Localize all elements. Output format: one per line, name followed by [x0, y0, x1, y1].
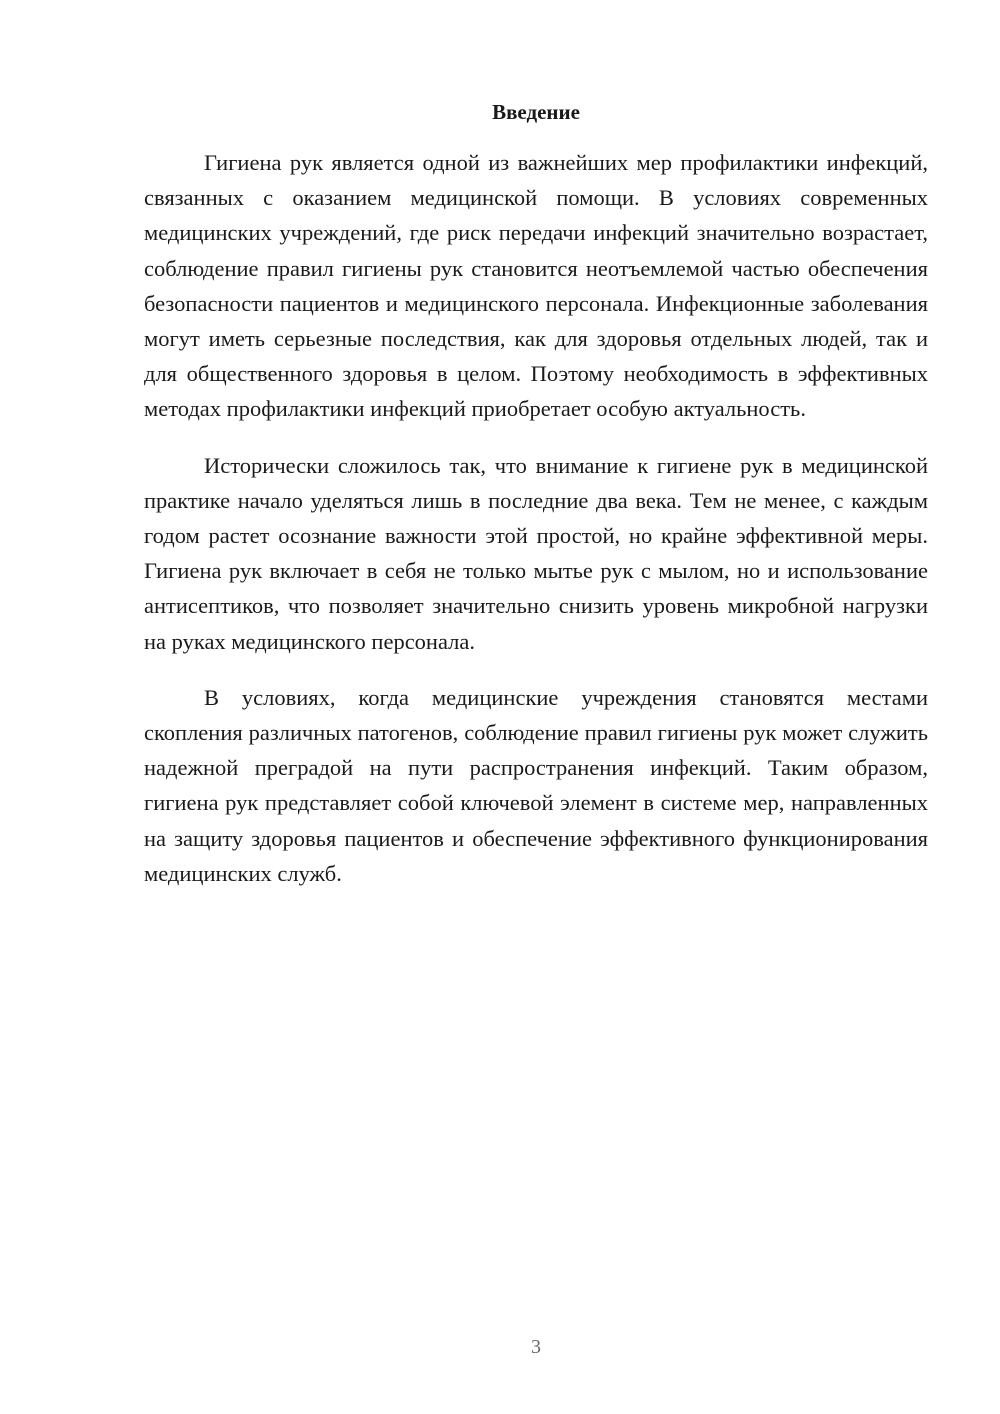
paragraph-3: В условиях, когда медицинские учреждения становятся местами скопления различных патогенов, соблюдение правил гигиены рук может служить надежной преградой на пути распространения инфекций. Таким образом, гигиена рук представляет собой ключевой элемент в системе мер, направленных на защиту здоровья пациентов и обеспечение эффективного функционирования медицинских служб.	[144, 684, 928, 886]
page-number: 3	[531, 1336, 541, 1358]
paragraph-2: Исторически сложилось так, что внимание к гигиене рук в медицинской практике начало уделяться лишь в последние два века. Тем не менее, с каждым годом растет осознание важности этой простой, но крайне эффективной меры. Гигиена рук включает в себя не только мытье рук с мылом, но и использование антисептиков, что позволяет значительно снизить уровень микробной нагрузки на руках медицинского персонала.	[144, 452, 928, 654]
section-title: Введение	[492, 100, 580, 124]
section-body	[144, 145, 928, 912]
paragraph-1: Гигиена рук является одной из важнейших мер профилактики инфекций, связанных с оказанием медицинской помощи. В условиях современных медицинских учреждений, где риск передачи инфекций значительно возрастает, соблюдение правил гигиены рук становится неотъемлемой частью обеспечения безопасности пациентов и медицинского персонала. Инфекционные заболевания могут иметь серьезные последствия, как для здоровья отдельных людей, так и для общественного здоровья в целом. Поэтому необходимость в эффективных методах профилактики инфекций приобретает особую актуальность.	[144, 150, 928, 422]
